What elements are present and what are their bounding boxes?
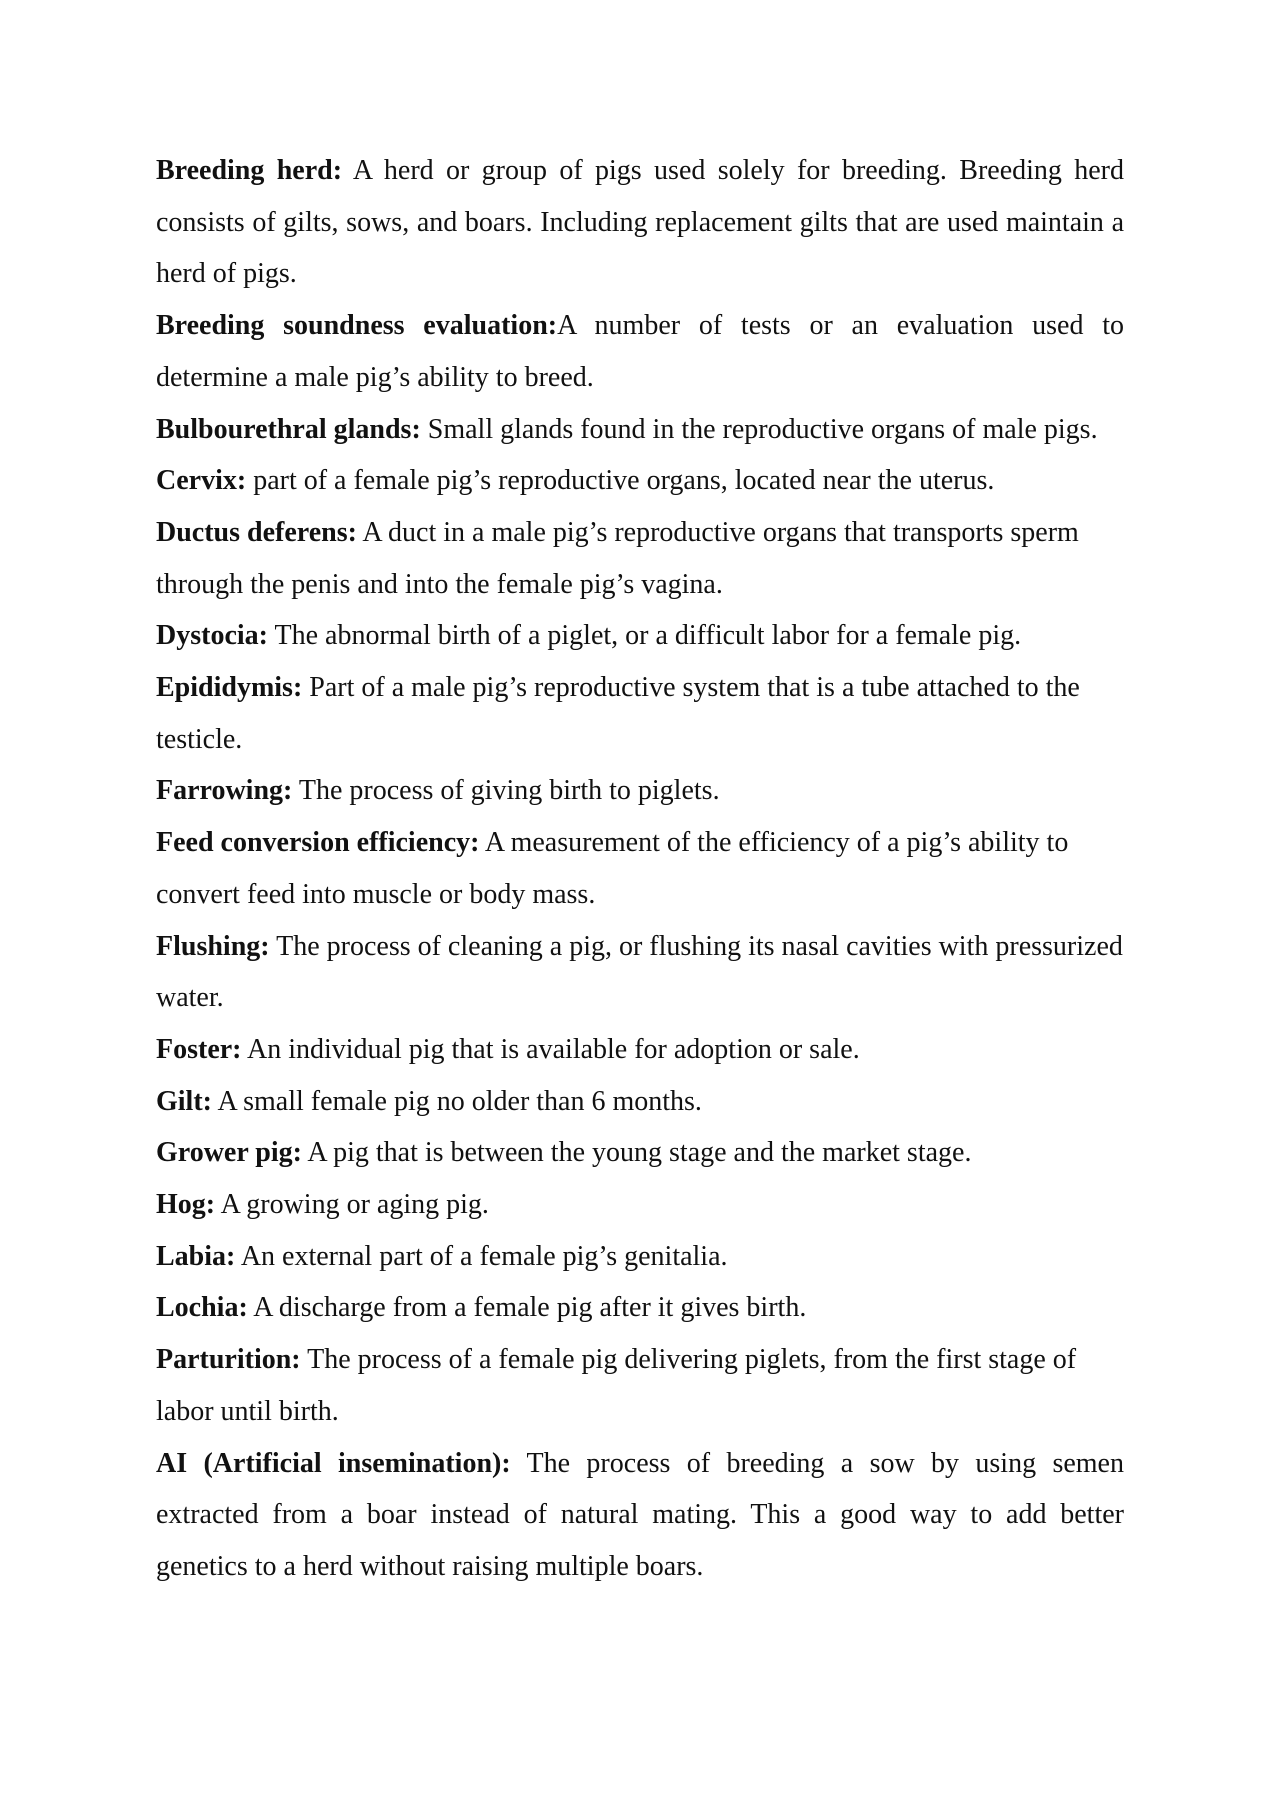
glossary-definition: An individual pig that is available for adoption or sale. <box>241 1033 860 1065</box>
glossary-entry-breeding-soundness-evaluation <box>156 300 1124 403</box>
glossary-entry-ductus-deferens <box>156 507 1124 610</box>
glossary-definition: The abnormal birth of a piglet, or a difficult labor for a female pig. <box>267 620 1022 652</box>
glossary-definition: A herd or group of pigs used solely for breeding. Breeding herd consists of gilts, sows, and boars. Including replacement gilts that are used maintain a herd of pigs. <box>156 155 1125 290</box>
glossary-entry-flushing <box>156 921 1124 1024</box>
glossary-entry-labia <box>156 1231 1124 1283</box>
glossary-term: Foster: <box>156 1033 242 1065</box>
glossary-term: Lochia: <box>156 1292 248 1324</box>
glossary-entry-cervix <box>156 455 1124 507</box>
glossary-entry-parturition <box>156 1334 1124 1437</box>
glossary-definition: An external part of a female pig’s genitalia. <box>235 1240 728 1272</box>
glossary-definition: Small glands found in the reproductive organs of male pigs. <box>420 413 1098 445</box>
glossary-definition: A small female pig no older than 6 months. <box>212 1085 702 1117</box>
glossary-term: Gilt: <box>156 1085 212 1117</box>
glossary-definition: The process of breeding a sow by using semen extracted from a boar instead of natural mating. This a good way to add better genetics to a herd without raising multiple boars. <box>156 1447 1124 1582</box>
glossary-term: Grower pig: <box>156 1137 302 1169</box>
glossary-entry-foster <box>156 1024 1124 1076</box>
glossary-list <box>156 145 1124 1593</box>
glossary-definition: A measurement of the efficiency of a pig’s ability to convert feed into muscle or body mass. <box>156 827 1069 910</box>
glossary-term: Hog: <box>156 1189 216 1221</box>
glossary-entry-hog <box>156 1179 1124 1231</box>
glossary-definition: part of a female pig’s reproductive organs, located near the uterus. <box>246 465 995 497</box>
glossary-term: Labia: <box>156 1240 236 1272</box>
glossary-definition: A discharge from a female pig after it gives birth. <box>247 1292 807 1324</box>
glossary-entry-feed-conversion-efficiency <box>156 817 1124 920</box>
glossary-term: AI (Artificial insemination): <box>156 1447 511 1479</box>
glossary-definition: The process of cleaning a pig, or flushing its nasal cavities with pressurized water. <box>156 930 1123 1014</box>
glossary-definition: A duct in a male pig’s reproductive organs that transports sperm through the penis and into the female pig’s vagina. <box>156 516 1079 600</box>
glossary-definition: A number of tests or an evaluation used to determine a male pig’s ability to breed. <box>156 310 1124 393</box>
glossary-term: Ductus deferens: <box>156 516 357 548</box>
glossary-term: Parturition: <box>156 1344 301 1376</box>
glossary-entry-dystocia <box>156 610 1124 662</box>
glossary-term: Epididymis: <box>156 672 303 704</box>
glossary-term: Dystocia: <box>156 620 268 652</box>
glossary-term: Breeding soundness evaluation: <box>156 310 558 342</box>
glossary-term: Cervix: <box>156 465 247 497</box>
glossary-entry-gilt <box>156 1076 1124 1128</box>
glossary-entry-breeding-herd <box>156 145 1124 300</box>
glossary-entry-grower-pig <box>156 1127 1124 1179</box>
glossary-definition: The process of giving birth to piglets. <box>292 775 720 807</box>
glossary-term: Flushing: <box>156 930 270 962</box>
glossary-term: Farrowing: <box>156 775 293 807</box>
glossary-entry-farrowing <box>156 765 1124 817</box>
glossary-term: Feed conversion efficiency: <box>156 827 480 859</box>
glossary-definition: The process of a female pig delivering piglets, from the first stage of labor until birth. <box>156 1344 1077 1427</box>
glossary-definition: A growing or aging pig. <box>215 1189 489 1221</box>
glossary-definition: Part of a male pig’s reproductive system that is a tube attached to the testicle. <box>156 672 1080 755</box>
glossary-entry-epididymis <box>156 662 1124 765</box>
glossary-entry-artificial-insemination <box>156 1438 1124 1593</box>
glossary-entry-lochia <box>156 1282 1124 1334</box>
glossary-definition: A pig that is between the young stage and the market stage. <box>301 1137 972 1169</box>
glossary-entry-bulbourethral-glands <box>156 404 1124 456</box>
glossary-term: Breeding herd: <box>156 155 343 186</box>
glossary-term: Bulbourethral glands: <box>156 413 421 445</box>
